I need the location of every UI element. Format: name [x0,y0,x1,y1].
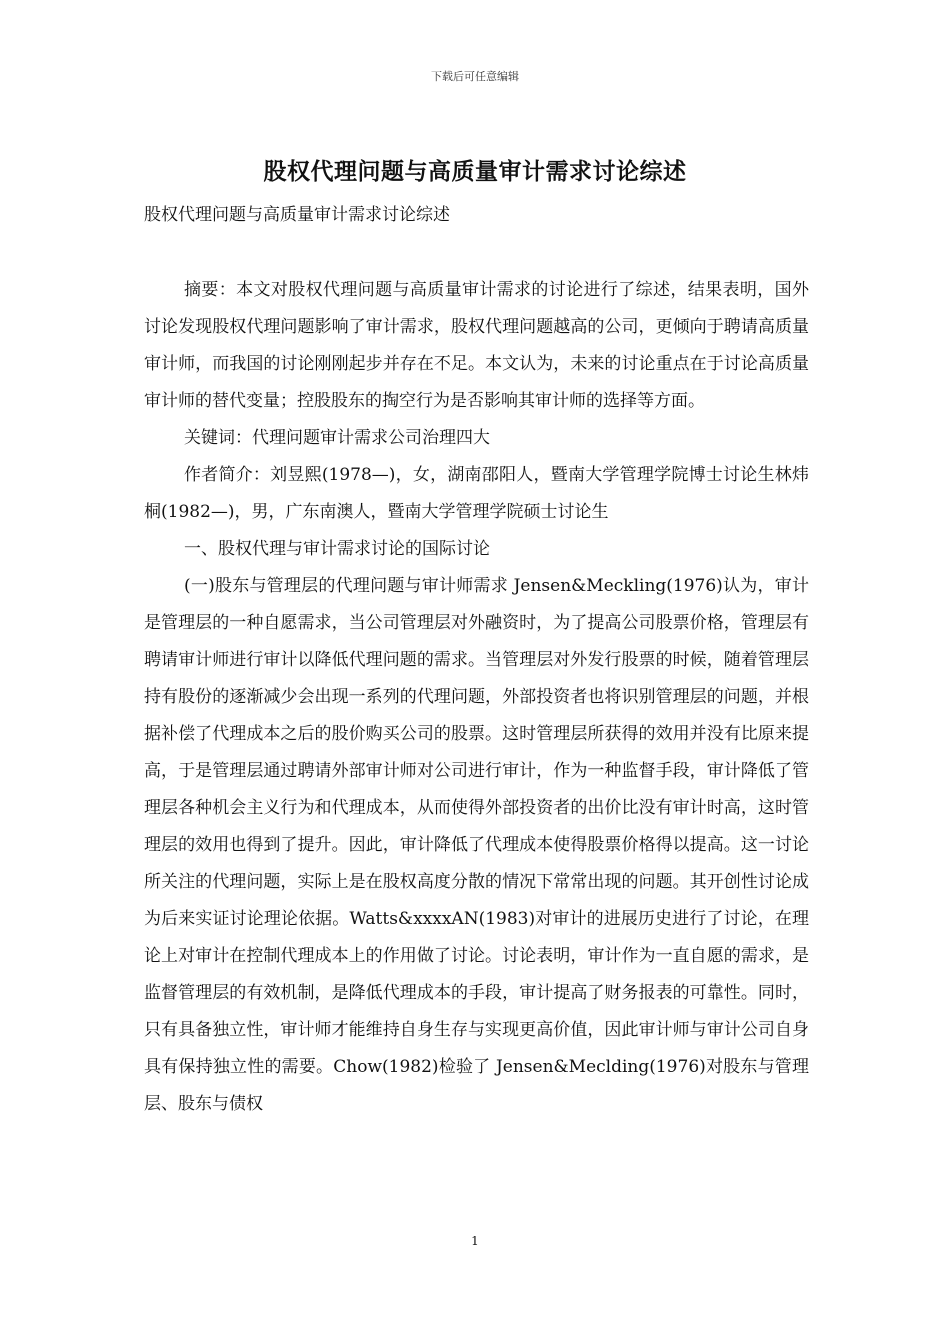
page-header-note: 下载后可任意编辑 [431,70,519,83]
section-heading: 一、股权代理与审计需求讨论的国际讨论 [184,539,490,559]
page-number: 1 [471,1234,479,1248]
document-title: 股权代理问题与高质量审计需求讨论综述 [263,158,687,185]
keywords-paragraph: 关键词：代理问题审计需求公司治理四大 [184,428,490,448]
abstract-paragraph: 摘要：本文对股权代理问题与高质量审计需求的讨论进行了综述，结果表明，国外讨论发现股权代理问题影响了审计需求，股权代理问题越高的公司，更倾向于聘请高质量审计师，而我国的讨论刚刚起步并存在不足。本文认为，未来的讨论重点在于讨论高质量审计师的替代变量；控股股东的掏空行为是否影响其审计师的选择等方面。 [144,280,809,411]
document-subtitle: 股权代理问题与高质量审计需求讨论综述 [144,205,450,225]
author-info-paragraph: 作者简介：刘昱熙(1978—)，女，湖南邵阳人，暨南大学管理学院博士讨论生林炜桐(1982—)，男，广东南澳人，暨南大学管理学院硕士讨论生 [144,465,809,522]
document-body [144,272,809,1123]
body-paragraph: (一)股东与管理层的代理问题与审计师需求 Jensen&Meckling(1976)认为，审计是管理层的一种自愿需求，当公司管理层对外融资时，为了提高公司股票价格，管理层有聘请审计师进行审计以降低代理问题的需求。当管理层对外发行股票的时候，随着管理层持有股份的逐渐减少会出现一系列的代理问题，外部投资者也将识别管理层的问题，并根据补偿了代理成本之后的股价购买公司的股票。这时管理层所获得的效用并没有比原来提高，于是管理层通过聘请外部审计师对公司进行审计，作为一种监督手段，审计降低了管理层各种机会主义行为和代理成本，从而使得外部投资者的出价比没有审计时高，这时管理层的效用也得到了提升。因此，审计降低了代理成本使得股票价格得以提高。这一讨论所关注的代理问题，实际上是在股权高度分散的情况下常常出现的问题。其开创性讨论成为后来实证讨论理论依据。Watts&xxxxAN(1983)对审计的进展历史进行了讨论，在理论上对审计在控制代理成本上的作用做了讨论。讨论表明，审计作为一直自愿的需求，是监督管理层的有效机制，是降低代理成本的手段，审计提高了财务报表的可靠性。同时，只有具备独立性，审计师才能维持自身生存与实现更高价值，因此审计师与审计公司自身具有保持独立性的需要。Chow(1982)检验了 Jensen&Meclding(1976)对股东与管理层、股东与债权 [144,576,809,1114]
